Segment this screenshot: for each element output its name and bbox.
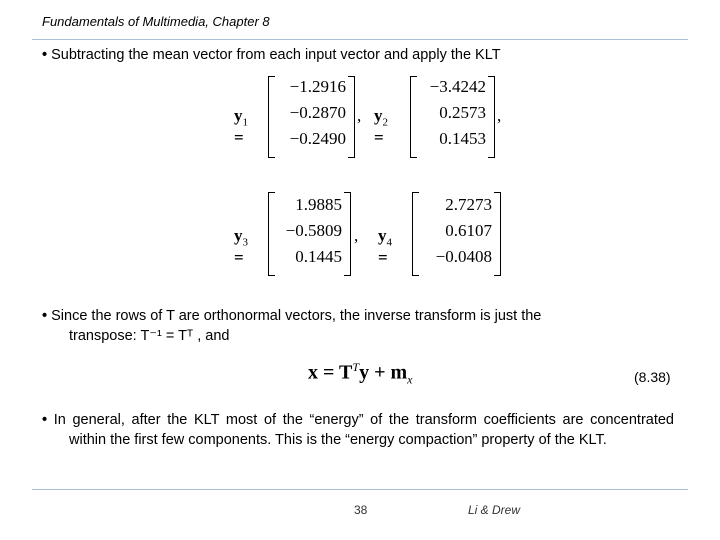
equation-8-38: $x = T^Ty + m_x$ [308,360,413,387]
footer-authors: Li & Drew [468,503,521,517]
bullet-energy-compaction [42,410,674,450]
comma: , [357,106,362,125]
bullet-subtract-mean [42,47,501,63]
bullet-dot: • [42,412,48,428]
slide-header: Fundamentals of Multimedia, Chapter 8 [42,14,270,29]
header-rule [32,39,688,40]
right-bracket [348,76,355,158]
comma: , [497,106,502,125]
right-bracket [494,192,501,276]
right-bracket [488,76,495,158]
vector-entries: 2.7273 0.6107 −0.0408 [435,195,492,266]
bullet-text-continued: transpose: T⁻¹ = Tᵀ , and [69,328,230,344]
comma: , [354,226,359,245]
bullet-text: Subtracting the mean vector from each input vector and apply the KLT [51,47,501,63]
page-number: 38 [354,503,368,517]
vector-name: $y_2$ = [374,106,388,148]
bullet-dot: • [42,47,48,63]
bullet-inverse-transform [42,306,674,346]
footer-rule [32,489,688,490]
vector-entries: −3.4242 0.2573 0.1453 [429,77,486,148]
vector-entries: 1.9885 −0.5809 0.1445 [285,195,342,266]
vector-name: $y_4$ = [378,226,392,268]
bullet-text: Since the rows of T are orthonormal vectors, the inverse transform is just the [51,308,542,324]
equation-number: (8.38) [634,369,671,385]
bullet-dot: • [42,308,48,324]
vector-entries: −1.2916 −0.2870 −0.2490 [289,77,346,148]
bullet-text: In general, after the KLT most of the “energy” of the transform coefficients are concentrated within the first few components. This is the “energy compaction” property of the KLT. [53,412,674,448]
vector-name: $y_3$ = [234,226,248,268]
right-bracket [344,192,351,276]
vector-name: $y_1$ = [234,106,248,148]
